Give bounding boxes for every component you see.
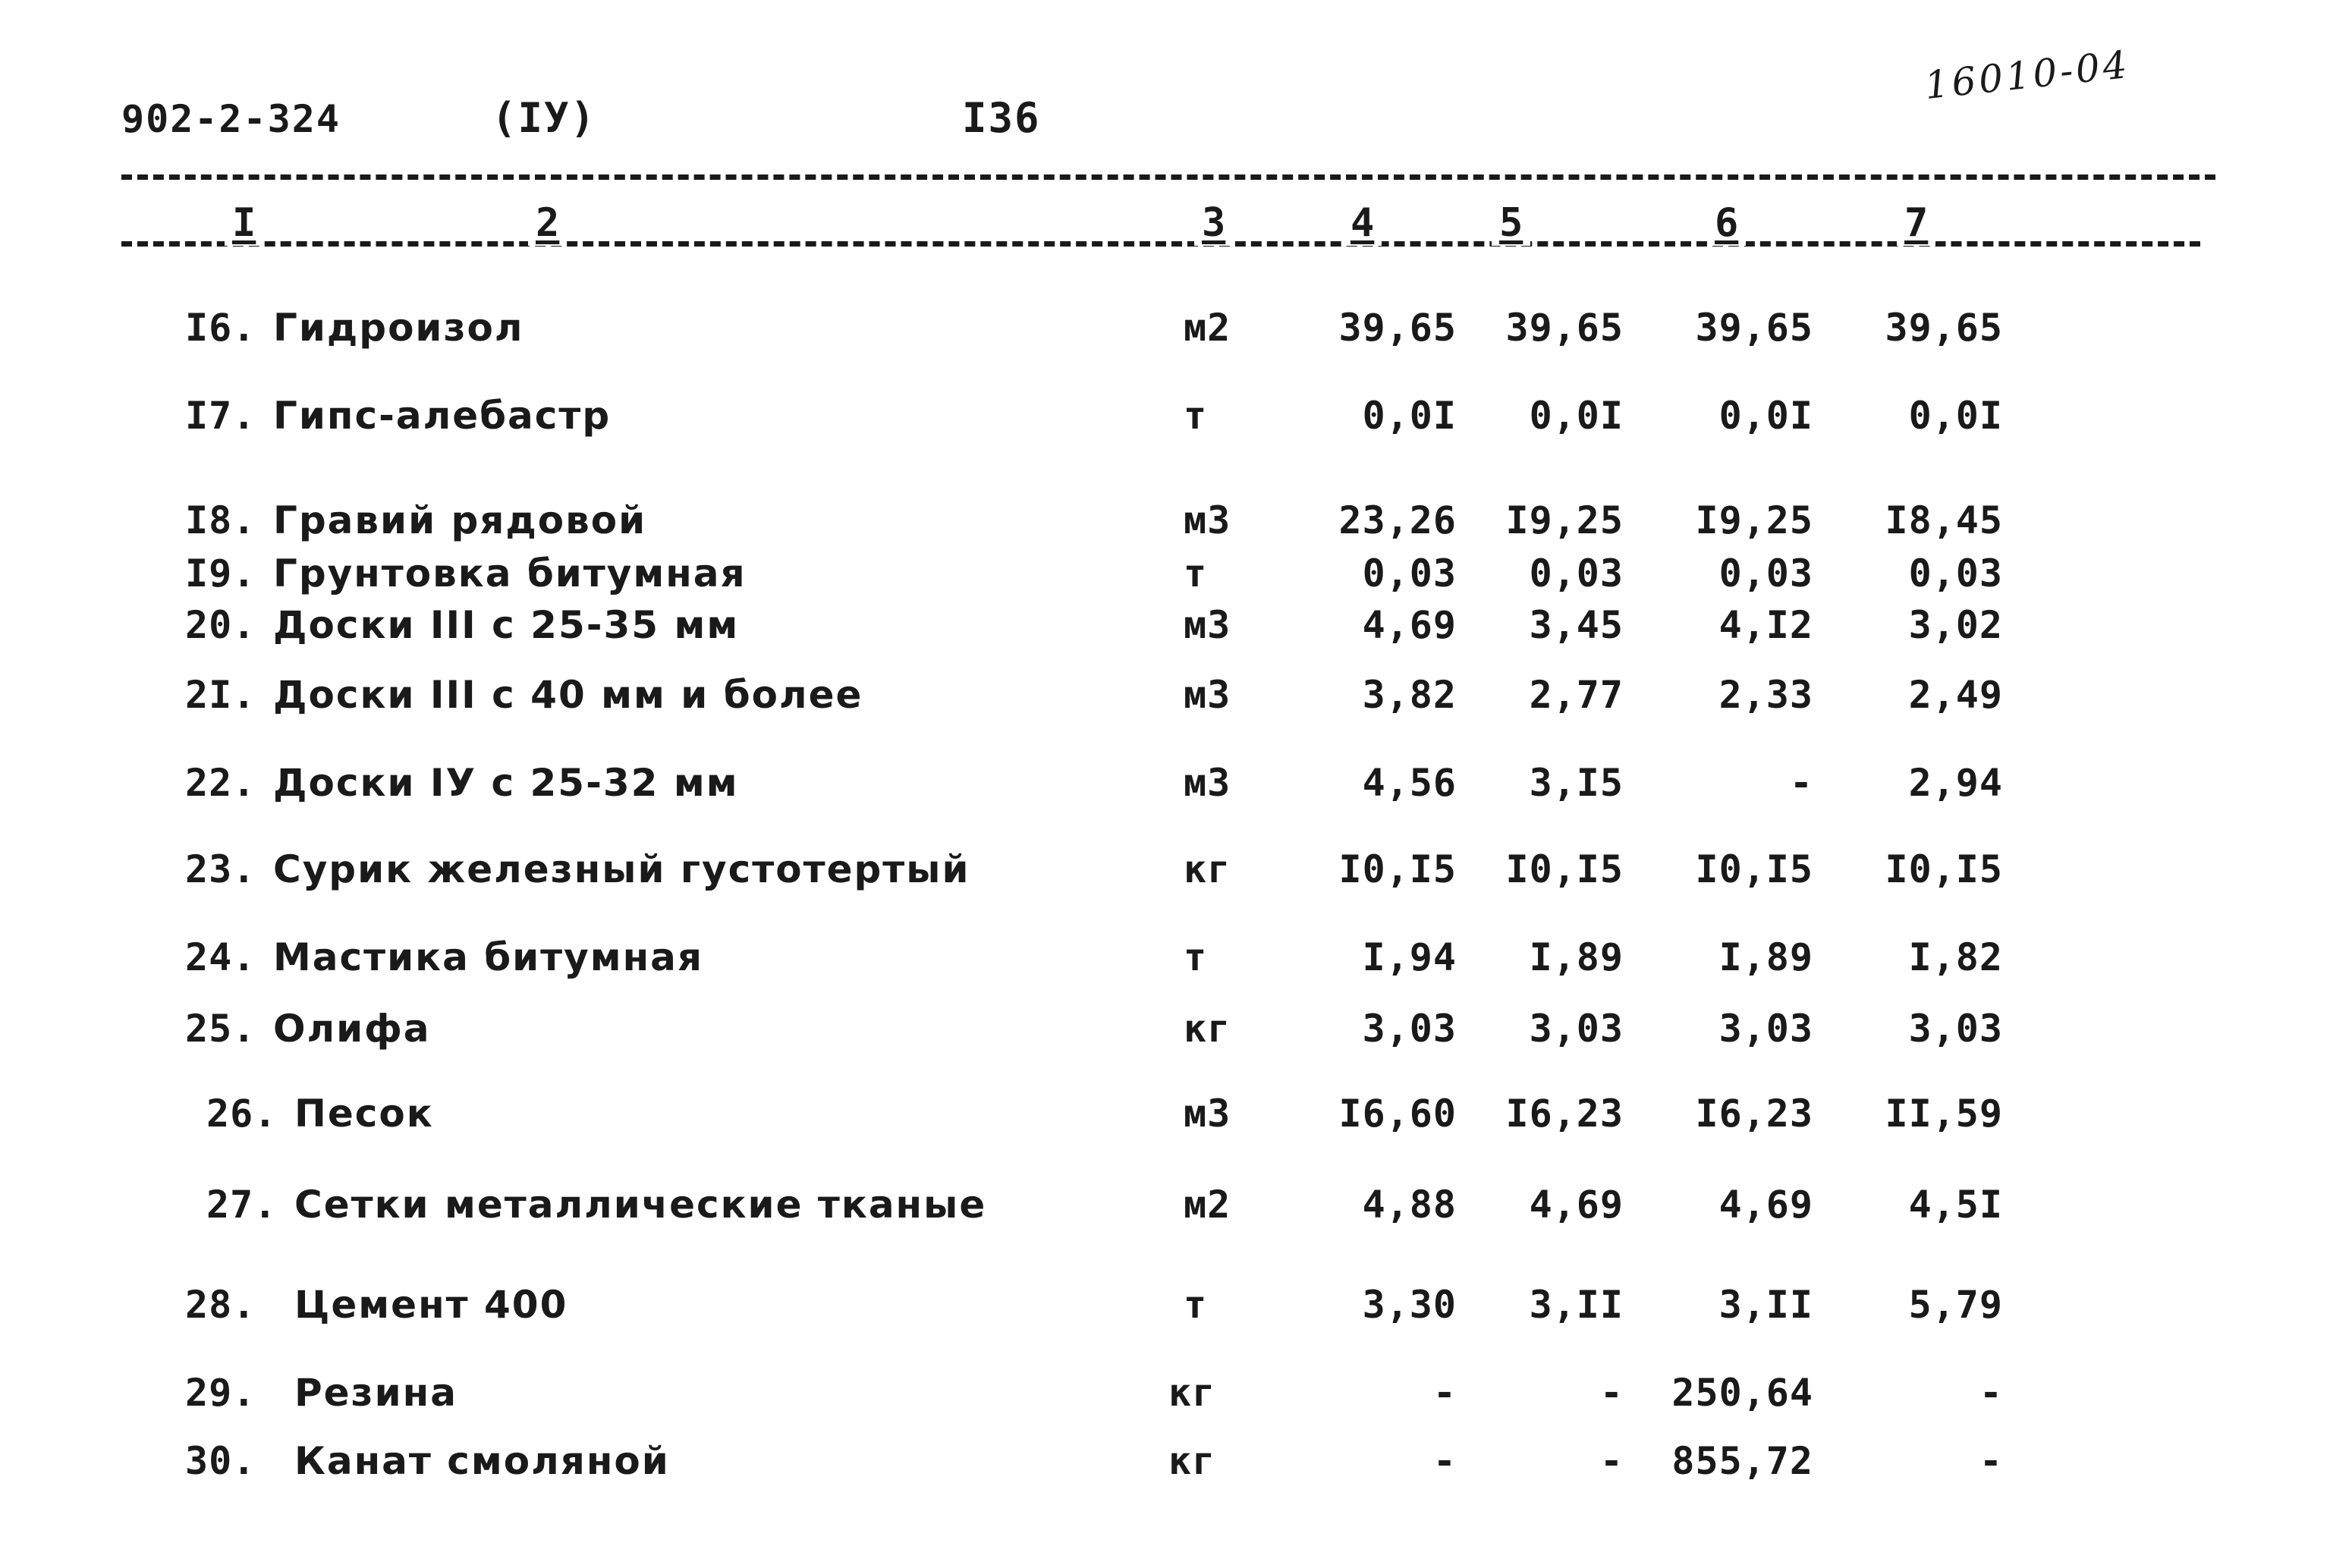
- value-col-7: -: [1979, 1439, 2003, 1483]
- row-number: 30.: [185, 1439, 256, 1483]
- table-row: [0, 760, 2330, 806]
- table-row: [0, 935, 2330, 980]
- handwritten-inventory-number: 16010-04: [1922, 42, 2133, 108]
- unit: кг: [1184, 1007, 1231, 1051]
- material-name: Гипс-алебастр: [273, 394, 612, 438]
- value-col-7: I0,I5: [1885, 847, 2003, 891]
- material-name: Доски IУ с 25-32 мм: [273, 761, 739, 805]
- row-number: 2I.: [185, 673, 256, 717]
- row-number: 26.: [206, 1092, 278, 1136]
- value-col-4: 4,56: [1362, 761, 1457, 805]
- value-col-4: 0,03: [1362, 551, 1457, 595]
- table-row: [0, 1006, 2330, 1051]
- column-number-2: 2: [528, 200, 567, 246]
- row-number: I7.: [185, 394, 256, 438]
- value-col-4: 4,69: [1362, 603, 1457, 647]
- value-col-7: II,59: [1885, 1092, 2003, 1136]
- value-col-7: 2,94: [1908, 761, 2003, 805]
- value-col-7: 4,5I: [1908, 1183, 2003, 1227]
- table-row: [0, 305, 2330, 350]
- unit: кг: [1168, 1439, 1216, 1483]
- value-col-5: -: [1599, 1371, 1624, 1415]
- value-col-7: 2,49: [1908, 673, 2003, 717]
- value-col-6: 39,65: [1695, 306, 1813, 350]
- table-row: [0, 847, 2330, 892]
- unit: т: [1184, 1283, 1208, 1327]
- column-number-3: 3: [1194, 200, 1233, 246]
- value-col-5: 3,03: [1529, 1007, 1624, 1051]
- table-row: [0, 551, 2330, 596]
- unit: м2: [1184, 1183, 1231, 1227]
- unit: м3: [1184, 761, 1231, 805]
- row-number: I8.: [185, 498, 256, 542]
- value-col-5: 2,77: [1529, 673, 1624, 717]
- material-name: Сетки металлические тканые: [294, 1183, 987, 1227]
- row-number: 22.: [185, 761, 256, 805]
- table-row: [0, 1370, 2330, 1416]
- table-row: [0, 672, 2330, 718]
- column-number-1: I: [225, 200, 263, 246]
- material-name: Мастика битумная: [273, 935, 704, 979]
- value-col-4: I,94: [1362, 935, 1457, 979]
- unit: м2: [1184, 306, 1231, 350]
- column-number-6: 6: [1707, 200, 1746, 246]
- column-number-4: 4: [1343, 200, 1382, 246]
- value-col-4: 23,26: [1338, 498, 1457, 542]
- value-col-6: 0,0I: [1718, 394, 1813, 438]
- value-col-7: -: [1979, 1371, 2003, 1415]
- value-col-7: 39,65: [1885, 306, 2003, 350]
- unit: т: [1184, 551, 1208, 595]
- unit: кг: [1168, 1371, 1216, 1415]
- value-col-7: 3,02: [1908, 603, 2003, 647]
- value-col-6: 2,33: [1718, 673, 1813, 717]
- unit: м3: [1184, 603, 1231, 647]
- material-name: Доски III с 40 мм и более: [273, 673, 863, 717]
- value-col-4: 3,30: [1362, 1283, 1457, 1327]
- column-number-7: 7: [1897, 200, 1935, 246]
- row-number: I9.: [185, 551, 256, 595]
- value-col-7: I,82: [1908, 935, 2003, 979]
- unit: кг: [1184, 847, 1231, 891]
- row-number: 27.: [206, 1183, 278, 1227]
- value-col-5: 4,69: [1529, 1183, 1624, 1227]
- row-number: 23.: [185, 847, 256, 891]
- unit: м3: [1184, 673, 1231, 717]
- material-name: Грунтовка битумная: [273, 551, 747, 595]
- table-row: [0, 1438, 2330, 1484]
- value-col-6: 3,03: [1718, 1007, 1813, 1051]
- material-name: Гравий рядовой: [273, 498, 647, 542]
- row-number: 28.: [185, 1283, 256, 1327]
- value-col-5: I0,I5: [1505, 847, 1624, 891]
- table-row: [0, 1182, 2330, 1227]
- value-col-4: 39,65: [1338, 306, 1457, 350]
- value-col-6: I0,I5: [1695, 847, 1813, 891]
- value-col-5: 3,45: [1529, 603, 1624, 647]
- value-col-4: 3,82: [1362, 673, 1457, 717]
- row-number: I6.: [185, 306, 256, 350]
- value-col-4: I0,I5: [1338, 847, 1457, 891]
- unit: т: [1184, 394, 1208, 438]
- material-name: Доски III с 25-35 мм: [273, 603, 740, 647]
- document-code: 902-2-324: [121, 97, 341, 141]
- value-col-4: 3,03: [1362, 1007, 1457, 1051]
- column-header-dashed-rule: [121, 241, 2200, 247]
- row-number: 24.: [185, 935, 256, 979]
- value-col-4: 0,0I: [1362, 394, 1457, 438]
- value-col-4: 4,88: [1362, 1183, 1457, 1227]
- value-col-6: 0,03: [1718, 551, 1813, 595]
- value-col-4: -: [1432, 1371, 1457, 1415]
- value-col-6: 250,64: [1671, 1371, 1813, 1415]
- column-number-5: 5: [1492, 200, 1530, 246]
- material-name: Резина: [294, 1371, 458, 1415]
- table-row: [0, 393, 2330, 438]
- unit: м3: [1184, 498, 1231, 542]
- value-col-6: -: [1789, 761, 1813, 805]
- value-col-6: 3,II: [1718, 1283, 1813, 1327]
- value-col-7: 0,0I: [1908, 394, 2003, 438]
- row-number: 25.: [185, 1007, 256, 1051]
- value-col-6: I6,23: [1695, 1092, 1813, 1136]
- value-col-5: 0,0I: [1529, 394, 1624, 438]
- value-col-5: I6,23: [1505, 1092, 1624, 1136]
- value-col-6: I9,25: [1695, 498, 1813, 542]
- table-row: [0, 602, 2330, 648]
- page-number: I36: [962, 94, 1041, 142]
- value-col-5: 39,65: [1505, 306, 1624, 350]
- table-row: [0, 498, 2330, 543]
- value-col-5: I9,25: [1505, 498, 1624, 542]
- value-col-7: I8,45: [1885, 498, 2003, 542]
- value-col-5: I,89: [1529, 935, 1624, 979]
- value-col-5: -: [1599, 1439, 1624, 1483]
- value-col-6: 855,72: [1671, 1439, 1813, 1483]
- value-col-7: 3,03: [1908, 1007, 2003, 1051]
- material-name: Цемент 400: [294, 1283, 568, 1327]
- unit: м3: [1184, 1092, 1231, 1136]
- material-name: Гидроизол: [273, 306, 524, 350]
- value-col-4: I6,60: [1338, 1092, 1457, 1136]
- document-part: (IУ): [492, 94, 597, 142]
- unit: т: [1184, 935, 1208, 979]
- table-row: [0, 1282, 2330, 1328]
- value-col-6: 4,I2: [1718, 603, 1813, 647]
- top-dashed-rule: [121, 174, 2215, 180]
- value-col-6: I,89: [1718, 935, 1813, 979]
- material-name: Олифа: [273, 1007, 431, 1051]
- row-number: 20.: [185, 603, 256, 647]
- material-name: Сурик железный густотертый: [273, 847, 970, 891]
- material-name: Канат смоляной: [294, 1439, 670, 1483]
- value-col-5: 3,I5: [1529, 761, 1624, 805]
- material-name: Песок: [294, 1092, 434, 1136]
- row-number: 29.: [185, 1371, 256, 1415]
- table-row: [0, 1091, 2330, 1136]
- value-col-5: 0,03: [1529, 551, 1624, 595]
- value-col-6: 4,69: [1718, 1183, 1813, 1227]
- value-col-4: -: [1432, 1439, 1457, 1483]
- value-col-7: 0,03: [1908, 551, 2003, 595]
- value-col-7: 5,79: [1908, 1283, 2003, 1327]
- value-col-5: 3,II: [1529, 1283, 1624, 1327]
